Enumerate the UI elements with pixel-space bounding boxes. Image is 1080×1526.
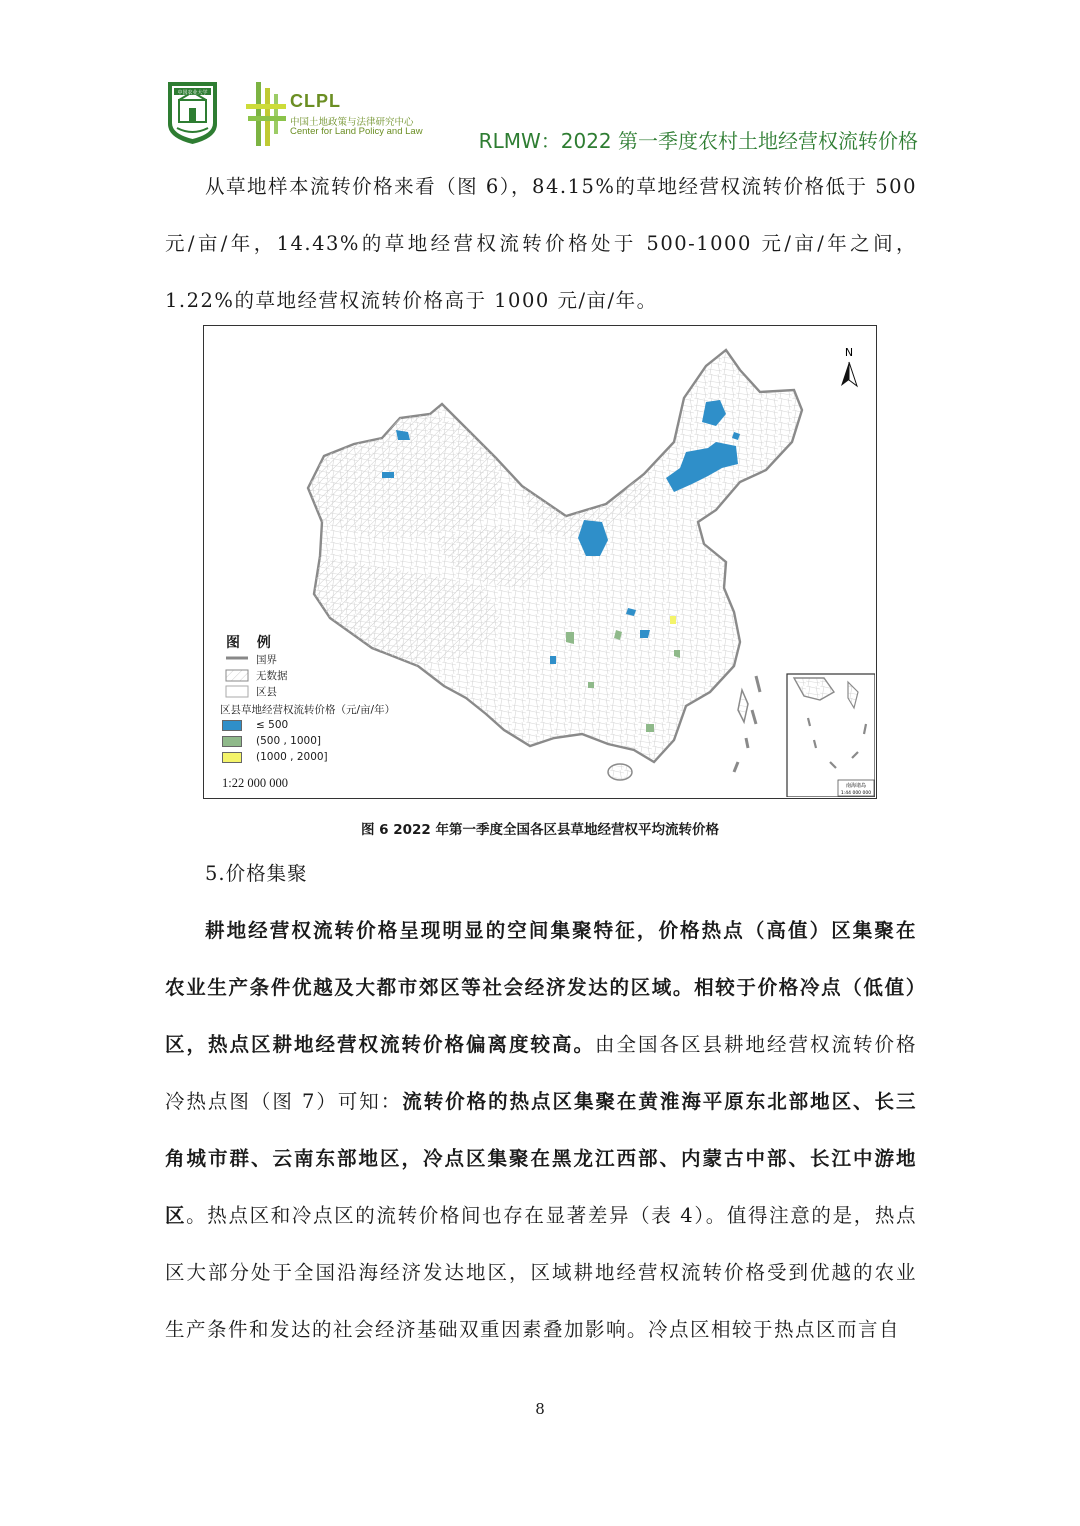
figure-caption: 图 6 2022 年第一季度全国各区县草地经营权平均流转价格	[360, 822, 720, 838]
inset-note: 南海诸岛	[845, 783, 867, 789]
university-logo	[165, 80, 220, 146]
legend-title: 图 例	[226, 635, 277, 651]
region-green-guangxi	[646, 724, 654, 732]
legend-nodata-symbol	[226, 670, 248, 681]
university-logo-text: 中国农业大学	[177, 90, 208, 96]
legend-swatch-high	[222, 752, 242, 763]
body-bold-3: 流转价格的热点区集聚在黄淮海平原东北部地区、长三角城市群、云南东部地区，冷点区集聚在黑龙江西部、内蒙古中部、长江中游地区	[165, 1090, 917, 1227]
region-xinjiang-west	[382, 472, 394, 478]
legend-swatch-mid	[222, 736, 242, 747]
intro-paragraph: 从草地样本流转价格来看（图 6），84.15%的草地经营权流转价格低于 500 元/亩/年，14.43%的草地经营权流转价格处于 500-1000 元/亩/年之间，1.22%的草地经营权流转价格高于 1000 元/亩/年。	[165, 175, 917, 312]
clpl-english-name: Center for Land Policy and Law	[290, 126, 423, 137]
region-yunnan	[550, 656, 556, 664]
hainan-island	[608, 764, 632, 780]
north-arrow-icon	[841, 346, 857, 386]
china-outline	[308, 350, 802, 762]
body-text-2: 由全国各区县耕地经营权流转价格冷热点图（图 7）可知：	[165, 1033, 917, 1113]
legend-class-high: (1000 , 2000]	[256, 751, 328, 763]
map-scale: 1:22 000 000	[222, 776, 288, 790]
body-paragraph	[165, 902, 917, 1358]
body-text-4: 。热点区和冷点区的流转价格间也存在显著差异（表 4）。值得注意的是，热点区大部分处于全国沿海经济发达地区，区域耕地经营权流转价格受到优越的农业生产条件和发达的社会经济基础双重因素叠加影响。冷点区相较于热点区而言自	[165, 1204, 917, 1341]
region-green-sichuan	[566, 632, 574, 644]
legend-county-label: 区县	[256, 686, 277, 698]
north-label: N	[844, 346, 854, 359]
legend-border-label: 国界	[256, 654, 277, 666]
legend-price-title: 区县草地经营权流转价格（元/亩/年）	[220, 704, 396, 716]
header-title: RLMW：2022 第一季度农村土地经营权流转价格	[478, 129, 918, 153]
region-green-guizhou	[588, 682, 594, 688]
taiwan-island	[738, 690, 748, 722]
section-heading: 5.价格集聚	[205, 862, 308, 885]
boundary-dashes	[734, 676, 760, 772]
page-number: 8	[535, 1400, 545, 1418]
map-figure	[203, 325, 877, 799]
legend-county-symbol	[226, 686, 248, 697]
region-yellow-anhui	[670, 616, 676, 624]
clpl-abbreviation: CLPL	[290, 91, 341, 111]
inset-scale: 1:44 000 000	[840, 791, 872, 796]
china-map	[204, 326, 875, 797]
legend-nodata-label: 无数据	[256, 670, 288, 682]
legend-swatch-low	[222, 720, 242, 731]
legend-class-low: ≤ 500	[256, 719, 289, 731]
clpl-chinese-name: 中国土地政策与法律研究中心	[290, 117, 414, 128]
body-bold-1: 耕地经营权流转价格呈现明显的空间集聚特征，价格热点（高值）区集聚在农业生产条件优越及大都市郊区等社会经济发达的区域。相较于价格冷点（低值）区，热点区耕地经营权流转价格偏离度较高。	[165, 919, 917, 1056]
legend-class-mid: (500 , 1000]	[256, 735, 321, 747]
